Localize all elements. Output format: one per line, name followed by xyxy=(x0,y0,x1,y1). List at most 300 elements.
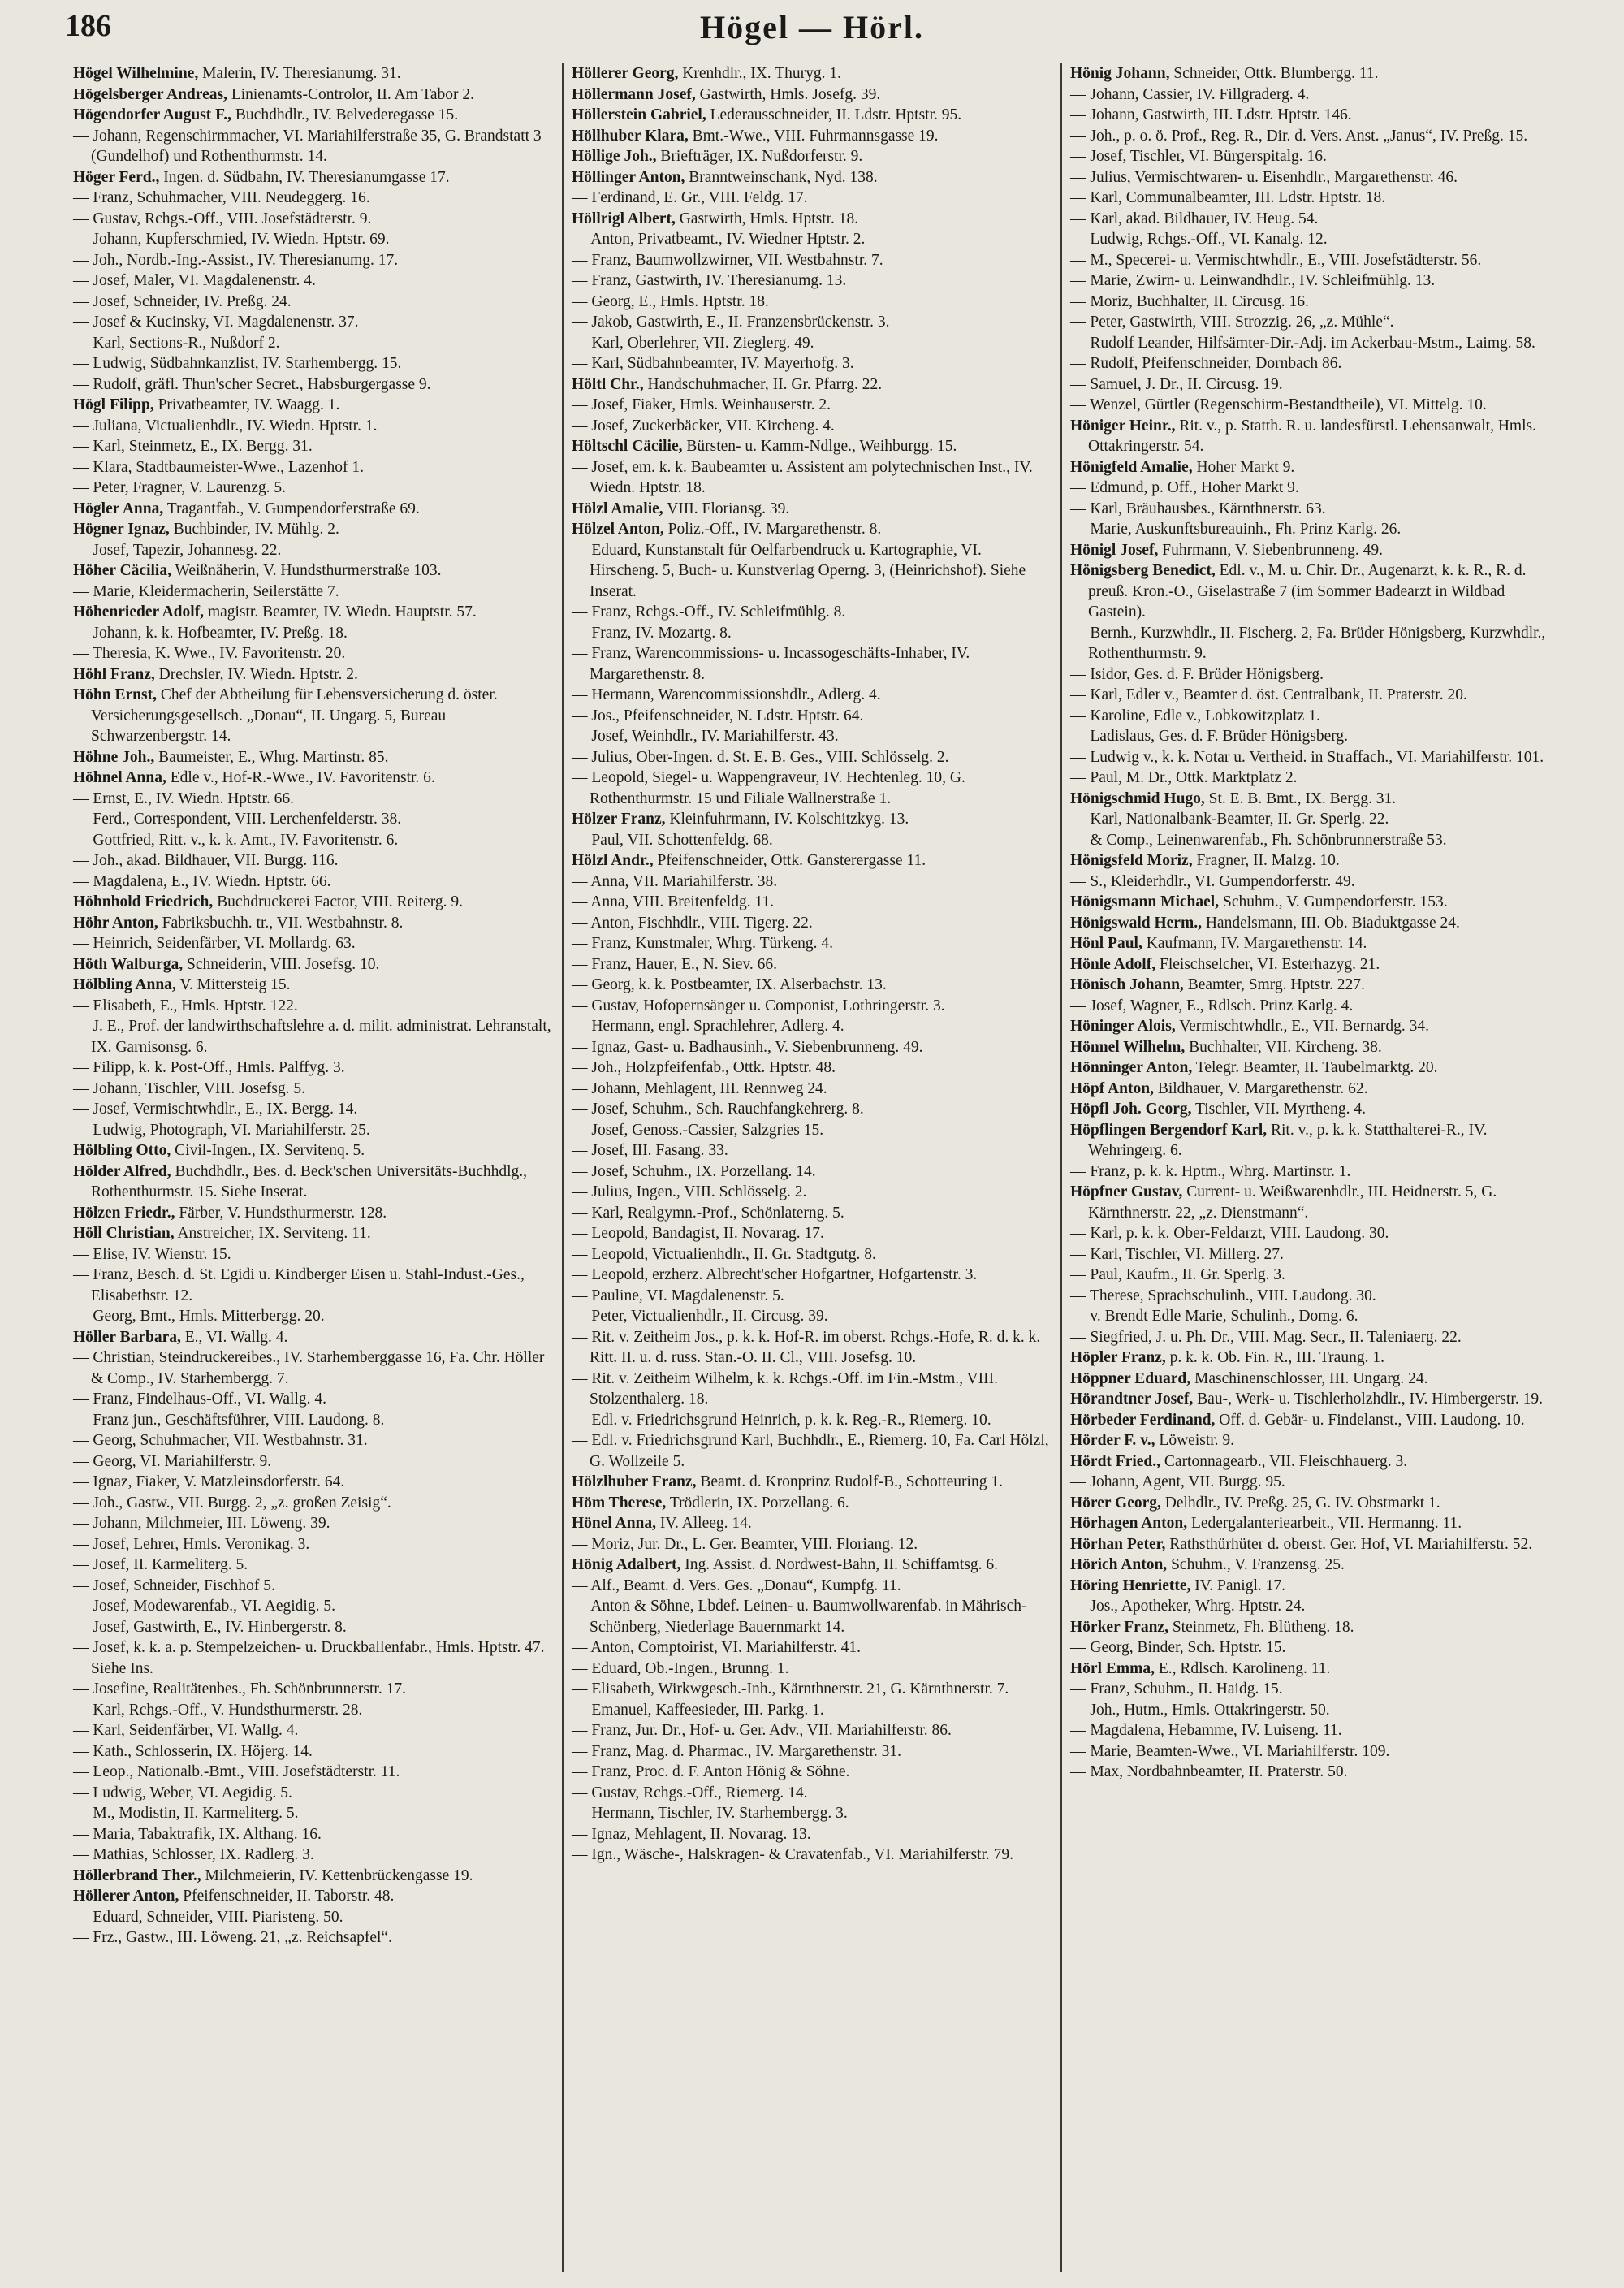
directory-entry xyxy=(572,1576,1052,1597)
entry-details: — Franz, Hauer, E., N. Siev. 66. xyxy=(572,955,778,973)
directory-entry xyxy=(73,374,554,396)
entry-details: V. Mittersteig 15. xyxy=(175,976,291,993)
entry-name: Höllrigl Albert, xyxy=(572,210,676,227)
directory-entry xyxy=(572,1430,1052,1472)
entry-details: — Filipp, k. k. Post-Off., Hmls. Palffyg. 3. xyxy=(73,1059,345,1076)
entry-name: Höllinger Anton, xyxy=(572,168,685,186)
directory-entry xyxy=(73,1720,554,1741)
entry-details: Baumeister, E., Whrg. Martinstr. 85. xyxy=(154,748,389,766)
directory-entry xyxy=(73,292,554,313)
directory-entry xyxy=(572,416,1052,437)
entry-details: — Leopold, Victualienhdlr., II. Gr. Stadtgutg. 8. xyxy=(572,1245,876,1263)
entry-name: Hörhagen Anton, xyxy=(1070,1515,1188,1532)
directory-entry xyxy=(1070,1410,1551,1431)
entry-details: — Josef, Lehrer, Hmls. Veronikag. 3. xyxy=(73,1535,310,1553)
entry-name: Högelsberger Andreas, xyxy=(73,85,227,103)
entry-details: Handelsmann, III. Ob. Biaduktgasse 24. xyxy=(1201,914,1460,932)
entry-details: — Ignaz, Mehlagent, II. Novarag. 13. xyxy=(572,1825,811,1843)
entry-details: — Karl, Oberlehrer, VII. Zieglerg. 49. xyxy=(572,334,814,352)
entry-details: — Josef, II. Karmeliterg. 5. xyxy=(73,1556,248,1573)
entry-details: Rit. v., p. k. k. Statthalterei-R., IV. Wehringerg. 6. xyxy=(1088,1121,1488,1159)
directory-entry xyxy=(73,933,554,954)
directory-entry xyxy=(73,975,554,996)
entry-details: — Franz, Gastwirth, IV. Theresianumg. 13. xyxy=(572,272,847,289)
directory-entry xyxy=(1070,333,1551,354)
directory-entry xyxy=(1070,1182,1551,1223)
directory-entry xyxy=(73,1451,554,1473)
directory-entry xyxy=(1070,250,1551,271)
directory-entry xyxy=(572,105,1052,126)
entry-details: St. E. B. Bmt., IX. Bergg. 31. xyxy=(1204,789,1397,807)
directory-entry xyxy=(1070,872,1551,893)
entry-details: Hoher Markt 9. xyxy=(1192,458,1295,476)
entry-details: — Karl, p. k. k. Ober-Feldarzt, VIII. Laudong. 30. xyxy=(1070,1225,1389,1242)
directory-entry xyxy=(572,1472,1052,1493)
entry-details: Buchhalter, VII. Kircheng. 38. xyxy=(1185,1038,1382,1056)
entry-details: — Hermann, engl. Sprachlehrer, Adlerg. 4. xyxy=(572,1018,844,1035)
directory-entry xyxy=(1070,1534,1551,1555)
entry-details: — Karl, Tischler, VI. Millerg. 27. xyxy=(1070,1245,1284,1263)
entry-details: — Pauline, VI. Magdalenenstr. 5. xyxy=(572,1287,784,1304)
entry-details: — Johann, Regenschirmmacher, VI. Mariahilferstraße 35, G. Brandstatt 3 (Gundelhof) und Rothenthurmstr. 14. xyxy=(73,127,542,165)
entry-details: — Karl, Seidenfärber, VI. Wallg. 4. xyxy=(73,1722,299,1739)
entry-details: — Rit. v. Zeitheim Wilhelm, k. k. Rchgs.-Off. im Fin.-Mstm., VIII. Stolzenthalerg. 18. xyxy=(572,1369,998,1408)
entry-details: — Joh., Hutm., Hmls. Ottakringerstr. 50. xyxy=(1070,1701,1330,1719)
directory-entry xyxy=(1070,830,1551,851)
entry-name: Hönle Adolf, xyxy=(1070,955,1156,973)
entry-details: — Anton, Fischhdlr., VIII. Tigerg. 22. xyxy=(572,914,813,932)
directory-entry xyxy=(1070,84,1551,106)
directory-entry xyxy=(572,643,1052,685)
entry-name: Hönigfeld Amalie, xyxy=(1070,458,1193,476)
entry-details: — Josef, Schneider, IV. Preßg. 24. xyxy=(73,292,292,310)
directory-entry xyxy=(73,560,554,582)
entry-details: Trödlerin, IX. Porzellang. 6. xyxy=(666,1494,849,1512)
entry-details: — Josef, em. k. k. Baubeamter u. Assistent am polytechnischen Inst., IV. Wiedn. Hptstr. 18. xyxy=(572,458,1033,496)
entry-name: Höpf Anton, xyxy=(1070,1079,1154,1097)
entry-name: Höllerbrand Ther., xyxy=(73,1866,201,1884)
entry-details: — Ludwig, Weber, VI. Aegidig. 5. xyxy=(73,1784,292,1801)
directory-entry xyxy=(73,84,554,106)
directory-entry xyxy=(1070,1286,1551,1307)
entry-name: Hölbling Anna, xyxy=(73,976,176,993)
entry-details: — Theresia, K. Wwe., IV. Favoritenstr. 20. xyxy=(73,645,346,662)
directory-entry xyxy=(572,270,1052,292)
directory-entry xyxy=(73,582,554,603)
entry-details: — Karl, akad. Bildhauer, IV. Heug. 54. xyxy=(1070,210,1319,227)
entry-details: — Paul, Kaufm., II. Gr. Sperlg. 3. xyxy=(1070,1266,1285,1283)
entry-details: Maschinenschlosser, III. Ungarg. 24. xyxy=(1190,1369,1428,1387)
entry-details: Kaufmann, IV. Margarethenstr. 14. xyxy=(1142,935,1367,952)
entry-name: Hördt Fried., xyxy=(1070,1452,1161,1470)
directory-entry xyxy=(1070,685,1551,706)
entry-details: — Josef, Maler, VI. Magdalenenstr. 4. xyxy=(73,272,316,289)
directory-entry xyxy=(572,706,1052,727)
entry-details: — Rudolf Leander, Hilfsämter-Dir.-Adj. im Ackerbau-Mstm., Laimg. 58. xyxy=(1070,334,1535,352)
directory-entry xyxy=(73,457,554,478)
entry-details: — Elise, IV. Wienstr. 15. xyxy=(73,1245,231,1263)
entry-details: — Eduard, Kunstanstalt für Oelfarbendruck u. Kartographie, VI. Hirscheng. 5, Buch- u. Kunstverlag Operng. 3, (Heinrichshof). Siehe Inserat. xyxy=(572,541,1026,600)
directory-entry xyxy=(73,1803,554,1824)
entry-name: Höpler Franz, xyxy=(1070,1349,1166,1366)
entry-details: Malerin, IV. Theresianumg. 31. xyxy=(198,65,401,82)
directory-entry xyxy=(572,84,1052,106)
entry-name: Höhr Anton, xyxy=(73,914,158,932)
entry-details: Drechsler, IV. Wiedn. Hptstr. 2. xyxy=(154,665,358,683)
column-2 xyxy=(562,63,1060,2272)
directory-entry xyxy=(73,416,554,437)
entry-details: — Peter, Fragner, V. Laurenzg. 5. xyxy=(73,479,286,496)
entry-details: — Josef, Zuckerbäcker, VII. Kircheng. 4. xyxy=(572,417,835,435)
entry-details: — Gottfried, Ritt. v., k. k. Amt., IV. Favoritenstr. 6. xyxy=(73,831,399,849)
entry-name: Högel Wilhelmine, xyxy=(73,65,199,82)
entry-details: — Josef, Gastwirth, E., IV. Hinbergerstr. 8. xyxy=(73,1618,347,1636)
entry-name: Höpflingen Bergendorf Karl, xyxy=(1070,1121,1268,1139)
directory-entry xyxy=(73,1886,554,1907)
entry-details: — Moriz, Buchhalter, II. Circusg. 16. xyxy=(1070,292,1309,310)
entry-details: Tragantfab., V. Gumpendorferstraße 69. xyxy=(163,500,420,517)
directory-entry xyxy=(572,1079,1052,1100)
entry-details: Schuhm., V. Franzensg. 25. xyxy=(1167,1556,1345,1573)
directory-entry xyxy=(73,188,554,209)
entry-details: — Franz, Kunstmaler, Whrg. Türkeng. 4. xyxy=(572,935,833,952)
entry-name: Höllhuber Klara, xyxy=(572,127,689,145)
directory-entry xyxy=(572,499,1052,520)
directory-entry xyxy=(1070,1555,1551,1576)
directory-entry xyxy=(73,913,554,934)
directory-entry xyxy=(1070,292,1551,313)
directory-entry xyxy=(73,126,554,167)
entry-details: — Ignaz, Gast- u. Badhausinh., V. Siebenbrunneng. 49. xyxy=(572,1038,923,1056)
entry-details: — Josef, Weinhdlr., IV. Mariahilferstr. 43. xyxy=(572,728,839,745)
directory-entry xyxy=(1070,1016,1551,1037)
directory-entry xyxy=(73,602,554,623)
entry-details: — Juliana, Victualienhdlr., IV. Wiedn. Hptstr. 1. xyxy=(73,417,378,435)
entry-details: — Karl, Nationalbank-Beamter, II. Gr. Sperlg. 22. xyxy=(1070,811,1389,828)
directory-entry xyxy=(1070,1700,1551,1721)
directory-entry xyxy=(73,1327,554,1348)
entry-name: Höhenrieder Adolf, xyxy=(73,603,205,621)
entry-details: — Johann, Kupferschmied, IV. Wiedn. Hptstr. 69. xyxy=(73,231,390,248)
entry-details: — Josef, k. k. a. p. Stempelzeichen- u. Druckballenfabr., Hmls. Hptstr. 47. Siehe Ins. xyxy=(73,1639,545,1677)
directory-entry xyxy=(572,1244,1052,1265)
directory-entry xyxy=(1070,126,1551,147)
entry-name: Hönigl Josef, xyxy=(1070,541,1159,559)
directory-entry xyxy=(73,1866,554,1887)
directory-entry xyxy=(572,1161,1052,1183)
directory-entry xyxy=(572,1783,1052,1804)
directory-entry xyxy=(572,726,1052,747)
entry-details: — Emanuel, Kaffeesieder, III. Parkg. 1. xyxy=(572,1701,824,1719)
entry-details: — M., Specerei- u. Vermischtwhdlr., E., VIII. Josefstädterstr. 56. xyxy=(1070,251,1482,269)
entry-details: VIII. Floriansg. 39. xyxy=(663,500,790,517)
directory-entry xyxy=(1070,1037,1551,1058)
directory-entry xyxy=(572,933,1052,954)
entry-name: Hörker Franz, xyxy=(1070,1618,1168,1636)
entry-name: Hönigschmid Hugo, xyxy=(1070,789,1205,807)
directory-entry xyxy=(73,353,554,374)
entry-details: Branntweinschank, Nyd. 138. xyxy=(685,168,878,186)
entry-details: Off. d. Gebär- u. Findelanst., VIII. Laudong. 10. xyxy=(1215,1411,1525,1429)
directory-entry xyxy=(73,1596,554,1617)
directory-entry xyxy=(73,1534,554,1555)
directory-entry xyxy=(73,830,554,851)
entry-name: Hörder F. v., xyxy=(1070,1432,1155,1449)
directory-entry xyxy=(73,519,554,540)
entry-details: — Therese, Sprachschulinh., VIII. Laudong. 30. xyxy=(1070,1287,1376,1304)
entry-details: Löweistr. 9. xyxy=(1155,1432,1235,1449)
entry-name: Hölzl Andr., xyxy=(572,852,654,869)
directory-entry xyxy=(1070,850,1551,872)
directory-entry xyxy=(73,312,554,333)
directory-entry xyxy=(1070,63,1551,84)
directory-entry xyxy=(1070,809,1551,830)
entry-name: Höher Cäcilia, xyxy=(73,562,171,579)
entry-details: — Ludwig, Rchgs.-Off., VI. Kanalg. 12. xyxy=(1070,231,1328,248)
entry-details: — Georg, Bmt., Hmls. Mitterbergg. 20. xyxy=(73,1308,325,1325)
entry-name: Högner Ignaz, xyxy=(73,521,170,538)
entry-details: — Josef, III. Fasang. 33. xyxy=(572,1142,728,1159)
directory-entry xyxy=(572,1534,1052,1555)
entry-details: Rit. v., p. Statth. R. u. landesfürstl. Lehensanwalt, Hmls. Ottakringerstr. 54. xyxy=(1088,417,1536,455)
directory-entry xyxy=(1070,1741,1551,1762)
directory-entry xyxy=(73,540,554,561)
directory-entry xyxy=(73,1244,554,1265)
entry-details: — Max, Nordbahnbeamter, II. Praterstr. 50. xyxy=(1070,1763,1348,1780)
entry-details: Current- u. Weißwarenhdlr., III. Heidnerstr. 5, G. Kärnthnerstr. 22, „z. Dienstmann“. xyxy=(1088,1183,1497,1222)
directory-entry xyxy=(73,1430,554,1451)
entry-details: — Marie, Zwirn- u. Leinwandhdlr., IV. Schleifmühlg. 13. xyxy=(1070,272,1436,289)
directory-entry xyxy=(572,1679,1052,1700)
entry-details: Buchbinder, IV. Mühlg. 2. xyxy=(169,521,339,538)
entry-details: — Magdalena, E., IV. Wiedn. Hptstr. 66. xyxy=(73,872,331,890)
directory-entry xyxy=(1070,1493,1551,1514)
directory-entry xyxy=(73,499,554,520)
directory-entry xyxy=(1070,229,1551,250)
directory-entry xyxy=(73,1203,554,1224)
entry-details: — Johann, Mehlagent, III. Rennweg 24. xyxy=(572,1079,827,1097)
directory-entry xyxy=(73,1410,554,1431)
entry-details: E., VI. Wallg. 4. xyxy=(180,1328,288,1346)
entry-details: — Franz, Rchgs.-Off., IV. Schleifmühlg. 8. xyxy=(572,603,846,621)
entry-name: Höppner Eduard, xyxy=(1070,1369,1191,1387)
directory-entry xyxy=(73,1700,554,1721)
directory-entry xyxy=(572,1099,1052,1120)
entry-details: — Klara, Stadtbaumeister-Wwe., Lazenhof 1. xyxy=(73,458,365,476)
entry-details: — Josef, Modewarenfab., VI. Aegidig. 5. xyxy=(73,1598,335,1615)
directory-entry xyxy=(1070,312,1551,333)
directory-entry xyxy=(1070,747,1551,768)
entry-details: — Karl, Steinmetz, E., IX. Bergg. 31. xyxy=(73,438,313,455)
entry-details: — Heinrich, Seidenfärber, VI. Mollardg. 63. xyxy=(73,935,356,952)
directory-entry xyxy=(1070,270,1551,292)
entry-details: — & Comp., Leinenwarenfab., Fh. Schönbrunnerstraße 53. xyxy=(1070,831,1447,849)
entry-details: Rathsthürhüter d. oberst. Ger. Hof, VI. Mariahilferstr. 52. xyxy=(1165,1535,1533,1553)
directory-entry xyxy=(73,229,554,250)
directory-entry xyxy=(1070,1451,1551,1473)
entry-name: Höll Christian, xyxy=(73,1225,175,1242)
directory-entry xyxy=(73,270,554,292)
directory-entry xyxy=(1070,188,1551,209)
directory-entry xyxy=(572,685,1052,706)
directory-entry xyxy=(1070,1369,1551,1390)
directory-entry xyxy=(572,63,1052,84)
directory-entry xyxy=(1070,996,1551,1017)
entry-details: — Isidor, Ges. d. F. Brüder Hönigsberg. xyxy=(1070,665,1324,683)
entry-details: Gastwirth, Hmls. Josefg. 39. xyxy=(695,85,881,103)
entry-details: Vermischtwhdlr., E., VII. Bernardg. 34. xyxy=(1175,1018,1429,1035)
directory-entry xyxy=(73,1306,554,1327)
directory-entry xyxy=(1070,975,1551,996)
entry-details: — Leopold, Bandagist, II. Novarag. 17. xyxy=(572,1225,824,1242)
directory-entry xyxy=(572,540,1052,603)
entry-details: — Franz, Baumwollzwirner, VII. Westbahnstr. 7. xyxy=(572,251,883,269)
directory-entry xyxy=(572,768,1052,809)
entry-details: — Karoline, Edle v., Lobkowitzplatz 1. xyxy=(1070,707,1320,724)
entry-details: Milchmeierin, IV. Kettenbrückengasse 19. xyxy=(201,1866,473,1884)
directory-entry xyxy=(572,747,1052,768)
directory-entry xyxy=(572,1037,1052,1058)
column-3 xyxy=(1060,63,1559,2272)
entry-details: — Leopold, erzherz. Albrecht'scher Hofgartner, Hofgartenstr. 3. xyxy=(572,1266,978,1283)
entry-name: Hönel Anna, xyxy=(572,1515,657,1532)
directory-entry xyxy=(1070,1430,1551,1451)
entry-details: — Paul, VII. Schottenfeldg. 68. xyxy=(572,831,773,849)
directory-entry xyxy=(572,1057,1052,1079)
entry-details: — Johann, Gastwirth, III. Ldstr. Hptstr. 146. xyxy=(1070,106,1352,123)
entry-details: — Edmund, p. Off., Hoher Markt 9. xyxy=(1070,479,1299,496)
directory-entry xyxy=(1070,1513,1551,1534)
directory-entry xyxy=(1070,1161,1551,1183)
entry-details: — Karl, Rchgs.-Off., V. Hundsthurmerstr. 28. xyxy=(73,1701,363,1719)
directory-entry xyxy=(1070,1472,1551,1493)
entry-details: — Franz, Mag. d. Pharmac., IV. Margarethenstr. 31. xyxy=(572,1742,901,1760)
entry-details: Bmt.-Wwe., VIII. Fuhrmannsgasse 19. xyxy=(688,127,939,145)
entry-name: Höllerer Anton, xyxy=(73,1888,179,1905)
entry-name: Höhnel Anna, xyxy=(73,769,166,786)
directory-entry xyxy=(73,1555,554,1576)
entry-details: — Christian, Steindruckereibes., IV. Starhemberggasse 16, Fa. Chr. Höller & Comp., IV. Starhembergg. 7. xyxy=(73,1349,545,1387)
directory-entry xyxy=(73,892,554,913)
entry-details: — Mathias, Schlosser, IX. Radlerg. 3. xyxy=(73,1846,314,1863)
entry-details: E., Rdlsch. Karolineng. 11. xyxy=(1154,1659,1331,1677)
directory-entry xyxy=(73,1057,554,1079)
entry-name: Höllerstein Gabriel, xyxy=(572,106,706,123)
entry-details: — M., Modistin, II. Karmeliterg. 5. xyxy=(73,1805,299,1822)
entry-details: — Josef & Kucinsky, VI. Magdalenenstr. 37. xyxy=(73,314,359,331)
directory-entry xyxy=(73,1762,554,1783)
directory-entry xyxy=(572,292,1052,313)
entry-name: Höhn Ernst, xyxy=(73,686,157,703)
directory-entry xyxy=(73,1513,554,1534)
directory-entry xyxy=(572,1659,1052,1680)
entry-details: — Paul, M. Dr., Ottk. Marktplatz 2. xyxy=(1070,769,1298,786)
entry-name: Höllerer Georg, xyxy=(572,65,679,82)
entry-details: — Ludwig, Südbahnkanzlist, IV. Starhembergg. 15. xyxy=(73,355,402,372)
directory-entry xyxy=(572,913,1052,934)
entry-details: Bürsten- u. Kamm-Ndlge., Weihburgg. 15. xyxy=(682,438,957,455)
entry-name: Hölzel Anton, xyxy=(572,521,664,538)
entry-details: — Anna, VII. Mariahilferstr. 38. xyxy=(572,872,778,890)
directory-entry xyxy=(572,333,1052,354)
entry-details: — Alf., Beamt. d. Vers. Ges. „Donau“, Kumpfg. 11. xyxy=(572,1577,901,1594)
entry-details: — Ludwig, Photograph, VI. Mariahilferstr. 25. xyxy=(73,1121,370,1139)
entry-details: — Franz, IV. Mozartg. 8. xyxy=(572,624,732,642)
directory-entry xyxy=(572,1327,1052,1369)
directory-entry xyxy=(73,809,554,830)
directory-entry xyxy=(572,353,1052,374)
entry-name: Hönl Paul, xyxy=(1070,935,1142,952)
directory-entry xyxy=(572,1182,1052,1203)
entry-details: — Joh., Holzpfeifenfab., Ottk. Hptstr. 48. xyxy=(572,1059,836,1076)
entry-name: Hönigsfeld Moriz, xyxy=(1070,852,1193,869)
entry-details: Fabriksbuchh. tr., VII. Westbahnstr. 8. xyxy=(158,914,404,932)
entry-details: Bau-, Werk- u. Tischlerholzhdlr., IV. Himbergerstr. 19. xyxy=(1193,1391,1543,1408)
entry-details: — Josef, Schuhm., IX. Porzellang. 14. xyxy=(572,1162,816,1180)
directory-entry xyxy=(572,1369,1052,1410)
entry-details: — Peter, Gastwirth, VIII. Strozzig. 26, „z. Mühle“. xyxy=(1070,314,1394,331)
directory-entry xyxy=(572,1306,1052,1327)
entry-details: Buchdruckerei Factor, VIII. Reiterg. 9. xyxy=(213,893,463,910)
entry-name: Hölzen Friedr., xyxy=(73,1204,175,1222)
entry-details: Schuhm., V. Gumpendorferstr. 153. xyxy=(1219,893,1448,910)
entry-name: Höm Therese, xyxy=(572,1494,667,1512)
entry-details: — Joh., akad. Bildhauer, VII. Burgg. 116. xyxy=(73,852,339,869)
entry-details: Briefträger, IX. Nußdorferstr. 9. xyxy=(656,148,863,165)
directory-entry xyxy=(1070,1762,1551,1783)
page-number: 186 xyxy=(65,9,111,43)
directory-entry xyxy=(73,1741,554,1762)
entry-details: Tischler, VII. Myrtheng. 4. xyxy=(1191,1101,1366,1118)
entry-details: Fuhrmann, V. Siebenbrunneng. 49. xyxy=(1158,541,1383,559)
entry-name: Höger Ferd., xyxy=(73,168,160,186)
entry-details: — Edl. v. Friedrichsgrund Heinrich, p. k. k. Reg.-R., Riemerg. 10. xyxy=(572,1411,991,1429)
directory-entry xyxy=(572,1596,1052,1637)
directory-entry xyxy=(1070,933,1551,954)
directory-entry xyxy=(73,1079,554,1100)
entry-details: Steinmetz, Fh. Blütheng. 18. xyxy=(1168,1618,1354,1636)
entry-details: — J. E., Prof. der landwirthschaftslehre a. d. milit. administrat. Lehranstalt, IX. Garnisonsg. 6. xyxy=(73,1018,551,1056)
entry-details: — Franz, Schuhmacher, VIII. Neudeggerg. 16. xyxy=(73,189,370,206)
entry-name: Hörl Emma, xyxy=(1070,1659,1155,1677)
directory-entry xyxy=(572,1845,1052,1866)
directory-entry xyxy=(1070,1347,1551,1369)
entry-details: — Ernst, E., IV. Wiedn. Hptstr. 66. xyxy=(73,789,295,807)
entry-details: p. k. k. Ob. Fin. R., III. Traung. 1. xyxy=(1165,1349,1384,1366)
directory-entry xyxy=(73,768,554,789)
directory-entry xyxy=(73,1472,554,1493)
entry-details: — Franz, Warencommissions- u. Incassogeschäfts-Inhaber, IV. Margarethenstr. 8. xyxy=(572,645,970,683)
entry-details: Fleischselcher, VI. Esterhazyg. 21. xyxy=(1155,955,1380,973)
directory-entry xyxy=(1070,353,1551,374)
entry-details: — Georg, VI. Mariahilferstr. 9. xyxy=(73,1452,272,1470)
directory-entry xyxy=(572,436,1052,457)
entry-details: — Josef, Genoss.-Cassier, Salzgries 15. xyxy=(572,1121,824,1139)
entry-details: — Anton, Privatbeamt., IV. Wiedner Hptstr. 2. xyxy=(572,231,866,248)
entry-details: Weißnäherin, V. Hundsthurmerstraße 103. xyxy=(171,562,442,579)
entry-details: — Hermann, Warencommissionshdlr., Adlerg. 4. xyxy=(572,686,881,703)
directory-entry xyxy=(572,519,1052,540)
entry-details: — v. Brendt Edle Marie, Schulinh., Domg. 6. xyxy=(1070,1308,1358,1325)
entry-details: — Anton, Comptoirist, VI. Mariahilferstr. 41. xyxy=(572,1639,862,1656)
entry-details: — Frz., Gastw., III. Löweng. 21, „z. Reichsapfel“. xyxy=(73,1929,392,1946)
directory-entry xyxy=(572,1120,1052,1141)
entry-details: — Josef, Tischler, VI. Bürgerspitalg. 16. xyxy=(1070,148,1327,165)
entry-details: — Marie, Beamten-Wwe., VI. Mariahilferstr. 109. xyxy=(1070,1742,1390,1760)
directory-entry xyxy=(73,1347,554,1389)
entry-name: Hönigsmann Michael, xyxy=(1070,893,1220,910)
directory-entry xyxy=(1070,1617,1551,1638)
